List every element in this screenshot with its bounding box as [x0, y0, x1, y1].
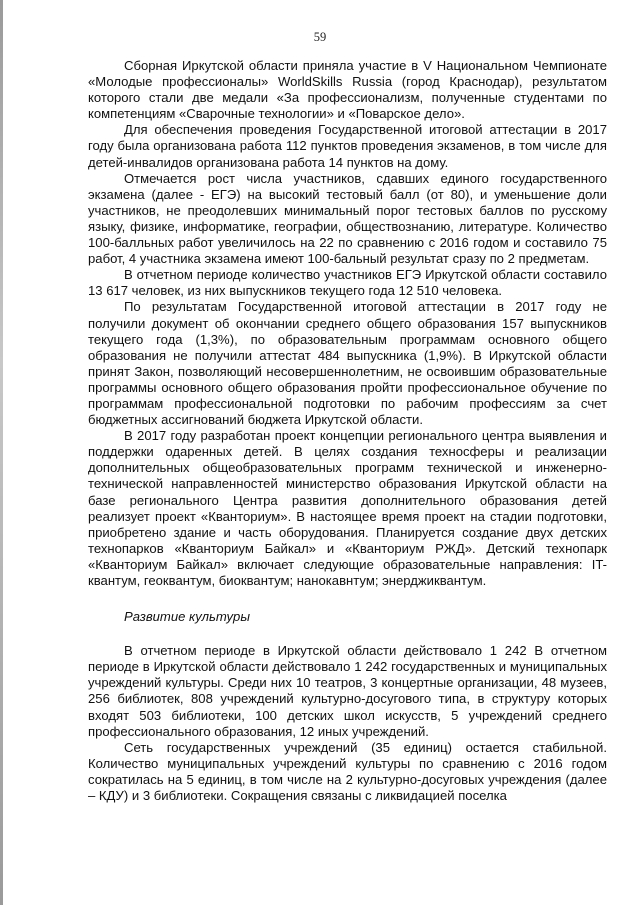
paragraph-ege-results: Отмечается рост числа участников, сдавших единого государственного экзамена (далее - ЕГЭ) на высокий тестовый балл (от 80), и уменьшение доли участников, не преодолевших минимальный порог тестовых баллов по русскому языку, физике, информатике, географии, обществознанию, литературе. Количество 100-балльных работ увеличилось на 22 по сравнению с 2016 годом и составило 75 работ, 4 участника экзамена имеют 100-бальный результат сразу по 2 предметам. [88, 170, 607, 267]
scan-edge [0, 0, 3, 905]
paragraph-ege-participants: В отчетном периоде количество участников ЕГЭ Иркутской области составило 13 617 человек, из них выпускников текущего года 12 510 человека. [88, 267, 607, 299]
page-number: 59 [313, 30, 327, 44]
paragraph-culture-institutions: В отчетном периоде в Иркутской области действовало 1 242 В отчетном периоде в Иркутской области действовало 1 242 государственных и муниципальных учреждений культуры. Среди них 10 театров, 3 концертные организации, 48 музеев, 256 библиотек, 808 учреждений культурно-досугового типа, в структуру которых входят 503 библиотеки, 100 детских школ искусств, 5 учреждений среднего профессионального образования, 12 иных учреждений. [88, 643, 607, 739]
paragraph-kvantorium: В 2017 году разработан проект концепции регионального центра выявления и поддержки одаренных детей. В целях создания техносферы и реализации дополнительных общеобразовательных программ технической и инженерно-технической направленностей министерство образования Иркутской области на базе регионального Центра развития дополнительного образования детей реализует проект «Кванториум». В настоящее время проект на стадии подготовки, приобретено здание и часть оборудования. Планируется создание двух детских технопарков «Кванториум Байкал» и «Кванториум РЖД». Детский технопарк «Кванториум Байкал» включает следующие образовательные направления: IT-квантум, геоквантум, биоквантум; нанокавнтум; энерджиквантум. [88, 428, 607, 588]
paragraph-worldskills: Сборная Иркутской области приняла участие в V Национальном Чемпионате «Молодые профессионалы» WorldSkills Russia (город Краснодар), результатом которого стали две медали «За профессионализм, полученные студентами по компетенциям «Сварочные технологии» и «Поварское дело». [88, 58, 607, 122]
paragraph-network-stable: Сеть государственных учреждений (35 единиц) остается стабильной. Количество муниципальных учреждений культуры по сравнению с 2016 годом сократилась на 5 единиц, в том числе на 2 культурно-досуговых учреждения (далее – КДУ) и 3 библиотеки. Сокращения связаны с ликвидацией поселка [88, 739, 607, 804]
paragraph-attestation-results: По результатам Государственной итоговой аттестации в 2017 году не получили документ об окончании среднего общего образования 157 выпускников текущего года (1,3%), по образовательным программам основного общего образования не получили аттестат 484 выпускника (1,9%). В Иркутской области принят Закон, позволяющий несовершеннолетним, не освоившим образовательные программы основного общего образования пройти профессиональное обучение по программам профессиональной подготовки по рабочим профессиям за счет бюджетных ассигнований бюджета Иркутской области. [88, 299, 607, 428]
paragraph-attestation-points: Для обеспечения проведения Государственной итоговой аттестации в 2017 году была организована работа 112 пунктов проведения экзаменов, в том числе для детей-инвалидов организована работа 14 пунктов на дому. [88, 122, 607, 170]
document-body [88, 58, 607, 804]
section-heading-culture: Развитие культуры [124, 609, 250, 625]
